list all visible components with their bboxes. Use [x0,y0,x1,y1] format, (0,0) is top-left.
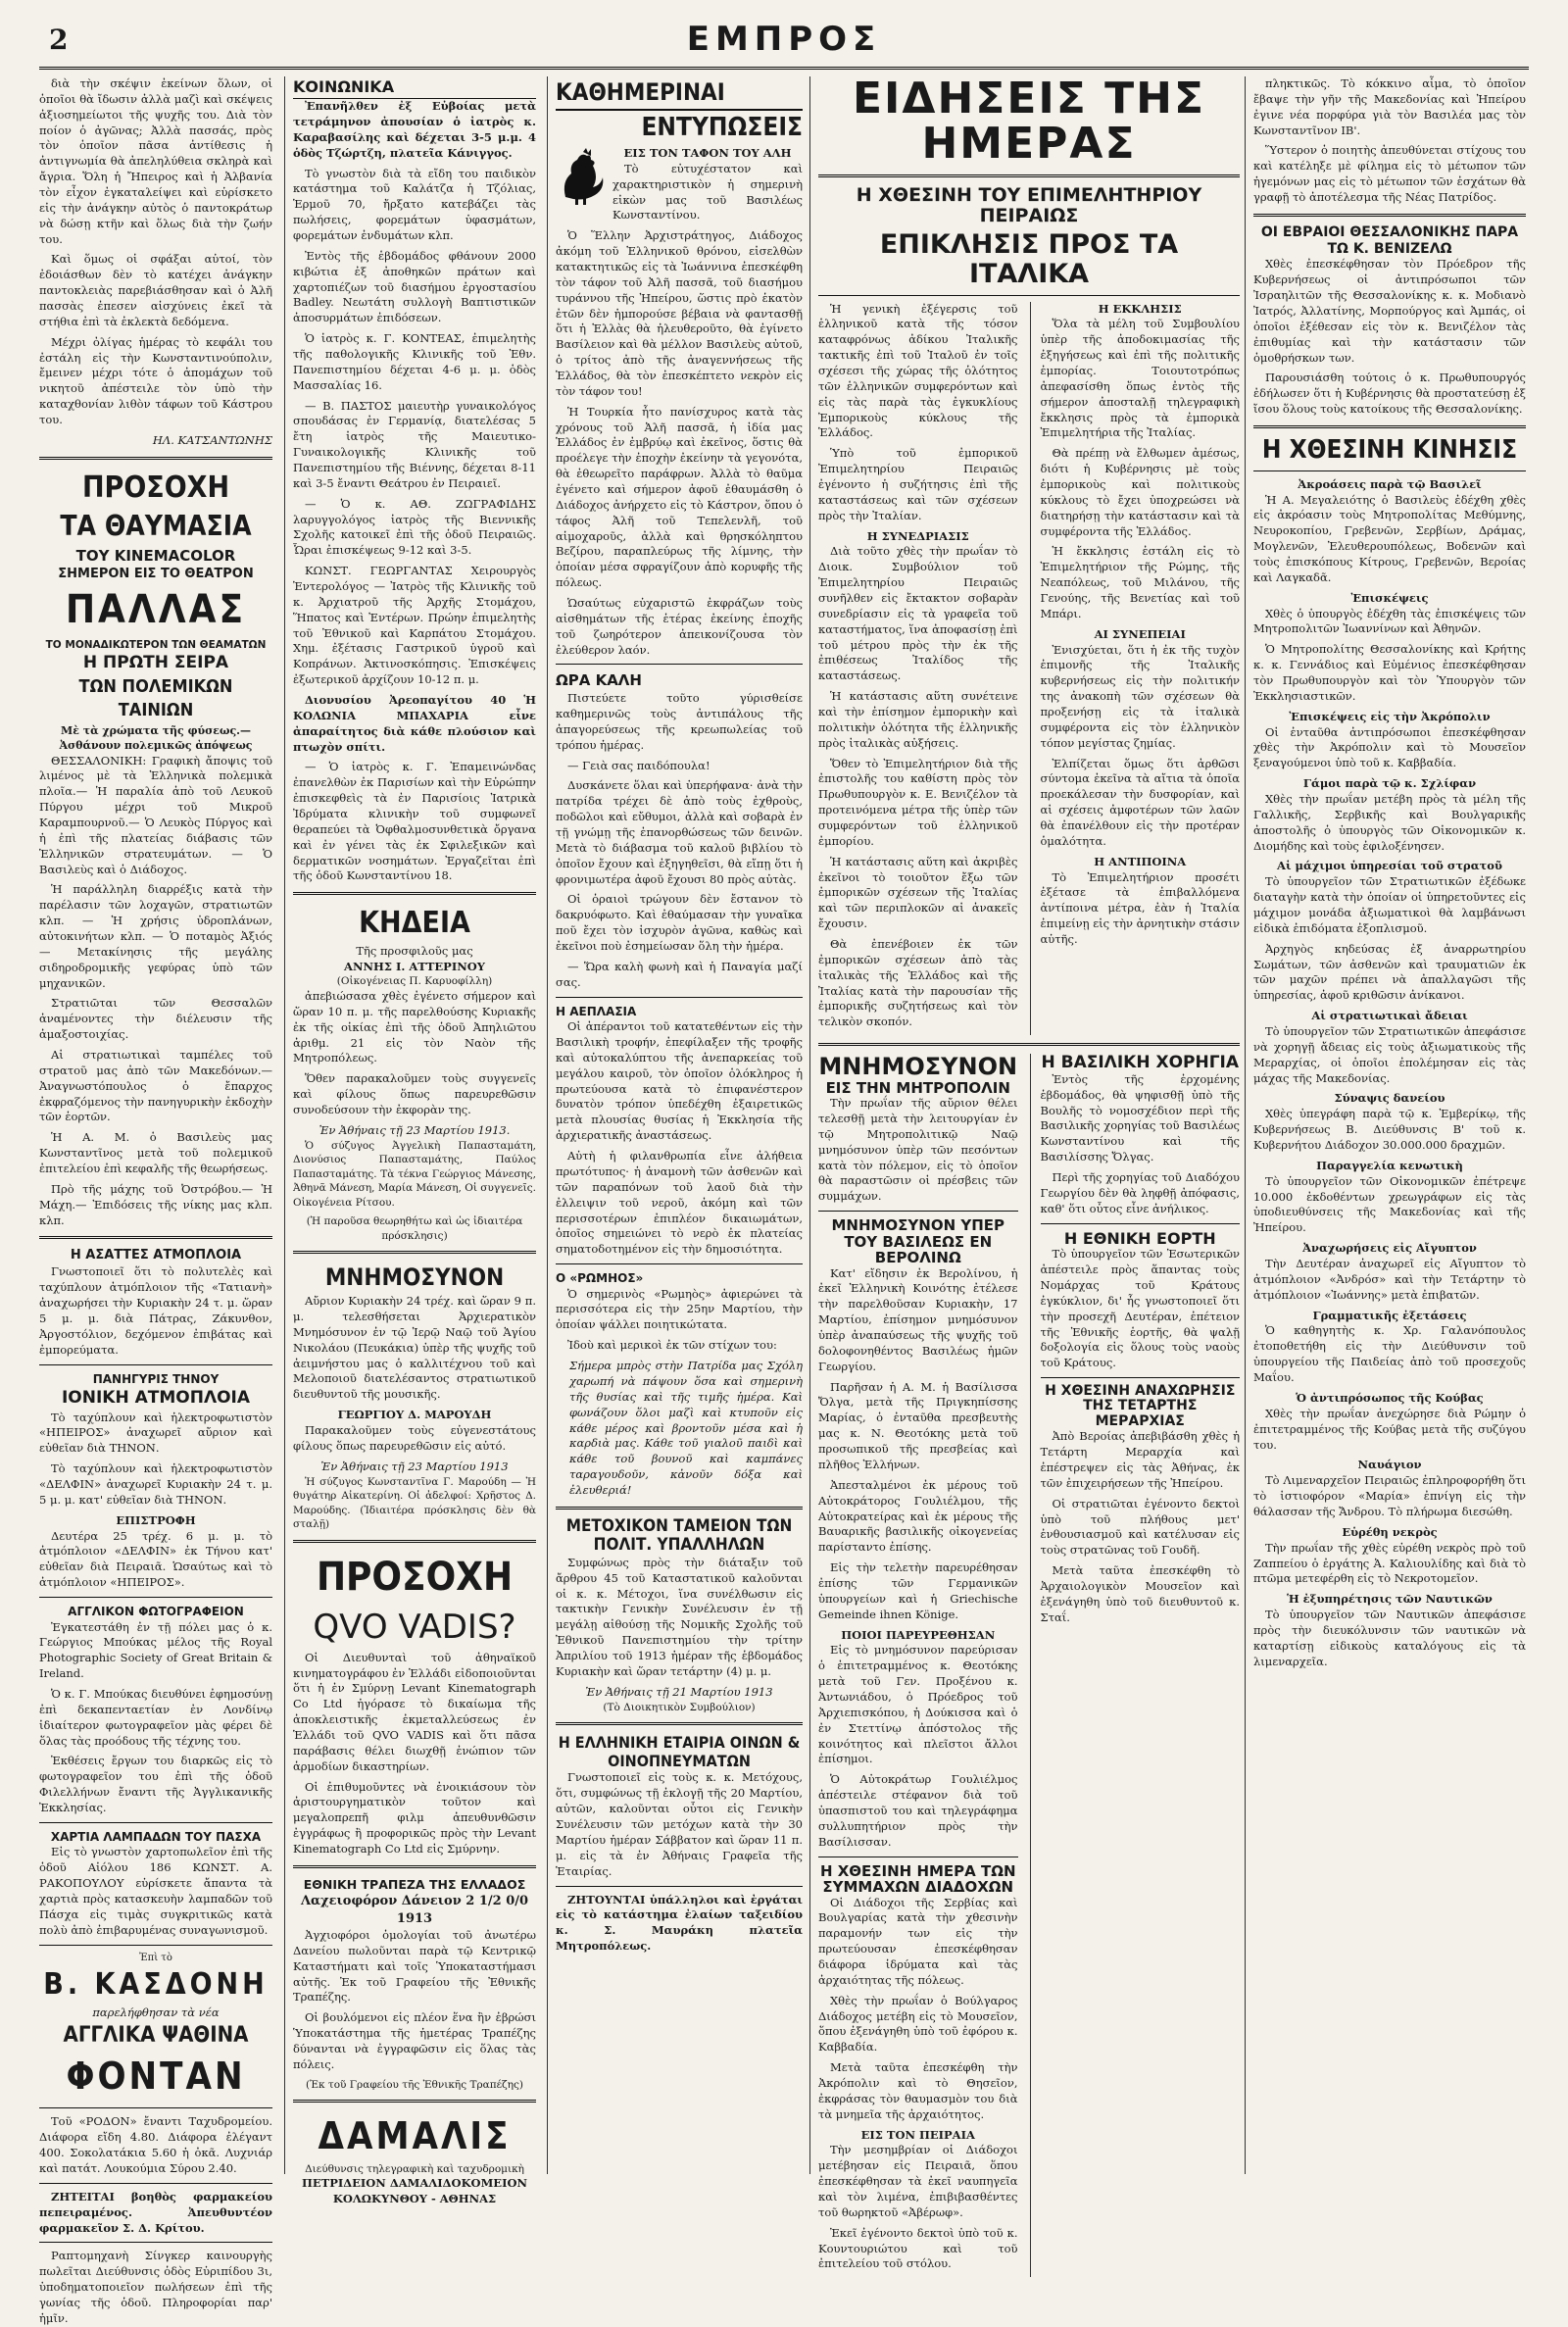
article-text: Περὶ τῆς χορηγίας τοῦ Διαδόχου Γεωργίου δὲν θὰ ληφθῇ ἀπόφασις, καθ' ὅτι οὗτος εἶνε ἀνήλικος. [1040,1170,1240,1215]
article-heading: ΕΙΣ ΤΗΝ ΜΗΤΡΟΠΟΛΙΝ [825,1078,1010,1097]
article-two-column [818,1054,1240,2277]
poem-text: Σήμερα μπρὸς στὴν Πατρίδα μας Σχόλη χαρωπή νὰ πάψουν ὅσα καὶ σημερινὴ τῆς θυσίας καὶ τῆς τιμῆς ἡμέρα. Καὶ φωνάζουν ὅλοι μαζὶ καὶ κτυποῦν εἰς κάθε μέρος καὶ βροντοῦν μέσα καὶ ἡ καρδιὰ μας. Κάθε τοῦ γιαλοῦ παιδὶ καὶ κάθε τοῦ βουνοῦ καὶ καμπάνες ταραγουδοῦν, κἀνοῦν δόξα καὶ ἐλευθεριά! [569,1359,803,1497]
article-text: Τὴν μεσημβρίαν οἱ Διάδοχοι μετέβησαν εἰς Πειραιᾶ, ὅπου ἐπεσκέφθησαν τὰ ἐκεῖ ναυπηγεῖα καὶ τὸν λιμένα, ἐπιβιβασθέντες τοῦ θωρηκτοῦ «Ἀβέρωφ». [818,2143,1018,2219]
article-subcolumn [1030,1054,1241,2277]
article-heading: ΜΝΗΜΟΣΥΝΟΝ [818,1053,1018,1081]
article-text: Ἀπεσταλμένοι ἐκ μέρους τοῦ Αὐτοκράτορος Γουλιέλμου, τῆς Αὐτοκρατείρας καὶ ἐκ μέρους τῆς Βαυαρικῆς βασιλικῆς οἰκογενείας παρίσταντο ἐπίσης. [818,1477,1018,1555]
article-text: Εἰς τὴν τελετὴν παρευρέθησαν ἐπίσης τῶν Γερμανικῶν ὑπουργείων καὶ ἡ Griechische Gemeinde ihnen Könige. [818,1560,1018,1621]
section-heading: Η ΕΛΛΗΝΙΚΗ ΕΤΑΙΡΙΑ ΟΙΝΩΝ & ΟΙΝΟΠΝΕΥΜΑΤΩΝ [558,1733,801,1771]
article-text: ΚΩΝΣΤ. ΓΕΩΡΓΑΝΤΑΣ Χειρουργὸς Ἐντερολόγος — Ἰατρὸς τῆς Κλινικῆς τοῦ κ. Ἀρχιατροῦ τῆς Ἀρχῆς Στομάχου, Ἥπατος καὶ Ἐντέρων. Πρώην ἐπιμελητὴς τοῦ Ἐθνικοῦ καὶ Καρπάτου Στομάχου. Χημ. ἐξέτασις Γαστρικοῦ ὑγροῦ καὶ Κοπράνων. Ἀκτινοσκόπησις. Ἐπισκέψεις ἐξωτερικοῦ ἀρχίζουν 10-12 π. μ. [293,564,536,687]
article-text: Ἰδοὺ καὶ μερικοὶ ἐκ τῶν στίχων του: [567,1338,777,1353]
article-text: Ἐντὸς τῆς ἐρχομένης ἑβδομάδος, θὰ ψηφισθῇ ὑπὸ τῆς Βουλῆς τὸ νομοσχέδιον περὶ τῆς Βασιλικῆς χορηγίας τοῦ Βασιλέως Κωνσταντίνου καὶ τῆς Βασιλίσσης Ὄλγας. [1040,1071,1240,1164]
article-text: Τὴν Δευτέραν ἀναχωρεῖ εἰς Αἴγυπτον τὸ ἀτμόπλοιον «Ἀνδρόσ» καὶ τὴν Τετάρτην τὸ ἀτμόπλοιον «Ἰωάννης» μετὰ ἐπιβατῶν. [1253,1257,1526,1302]
article-text: Τὴν πρωΐαν τῆς αὔριον θέλει τελεσθῇ μετὰ τὴν λειτουργίαν ἐν τῷ Μητροπολιτικῷ Ναῷ μνημόσυνον ὑπὲρ τῶν πεσόντων κατὰ τὸν πόλεμον, εἰς τὸ ὁποῖον θὰ παραστῶσιν οἱ πρέσβεις τῶν συμμάχων. [818,1096,1018,1204]
ad-heading: ΤΩΝ ΠΟΛΕΜΙΚΩΝ ΤΑΙΝΙΩΝ [78,675,233,721]
divider [293,892,536,895]
ad-text: Συμφώνως πρὸς τὴν διάταξιν τοῦ ἄρθρου 45 τοῦ Καταστατικοῦ καλοῦνται οἱ κ. κ. Μέτοχοι, ἵνα συνέλθωσιν εἰς τακτικὴν Γενικὴν Συνέλευσιν ἐν τῇ μεγάλῃ αἰθούσῃ τῆς Νομικῆς Σχολῆς τοῦ Ἐθνικοῦ Πανεπιστημίου τὴν τρίτην Ἀπριλίου τοῦ 1913 ἡμέραν τῆς ἑβδομάδος Κυριακὴν καὶ ὥραν τετάρτην (4) μ. μ. [556,1555,803,1678]
ad-text: ΖΗΤΕΙΤΑΙ βοηθὸς φαρμακείου πεπειραμένος. Ἀπευθυντέον φαρμακεῖον Σ. Δ. Κρίτου. [39,2189,272,2235]
article-subheading: Ἀναχωρήσεις εἰς Αἴγυπτον [1302,1241,1477,1256]
column-3 [547,76,810,2174]
ad-subheading: παρελήφθησαν τὰ νέα [92,2005,220,2019]
article-text: Ὁ Αὐτοκράτωρ Γουλιέλμος ἀπέστειλε στέφανον διὰ τοῦ ὑπασπιστοῦ του καὶ τηλεγράφημα συλλυπητήριον πρὸς τὴν Βασίλισσαν. [818,1772,1018,1849]
article-subheading: Ἀκροάσεις παρὰ τῷ Βασιλεῖ [1298,476,1482,491]
article-text: Οἱ στρατιῶται ἐγένοντο δεκτοὶ ὑπὸ τοῦ πλήθους μετ' ἐνθουσιασμοῦ καὶ κατέλυσαν εἰς τοὺς στρατῶνας τοῦ Γουδῆ. [1040,1496,1240,1558]
article-text: Τὸ ὑπουργεῖον τῶν Οἰκονομικῶν ἐπέτρεψε 10.000 ἐκδοθέντων χρεωγράφων εἰς τὰς ὑποδιευθύνσεις τῆς Μακεδονίας καὶ τῆς Ἠπείρου. [1253,1173,1526,1235]
divider [818,1043,1240,1046]
divider [293,1251,536,1254]
masthead [39,20,1529,70]
section-heading: ΜΝΗΜΟΣΥΝΟΝ [324,1263,505,1292]
ad-heading: ΠΡΟΣΟΧΗ [81,470,230,505]
ad-heading: ΠΡΟΣΟΧΗ [316,1554,514,1600]
notice-name: ΓΕΩΡΓΙΟΥ Δ. ΜΑΡΟΥΔΗ [337,1408,492,1422]
article-subheading: Εὑρέθη νεκρὸς [1342,1524,1438,1539]
article-text: Ὕστερον ὁ ποιητὴς ἀπευθύνεται στίχους του καὶ κατέληξε μὲ φίλημα εἰς τὸ μέτωπον τῶν ἡγεμόνων μας εἰς τὸ μέτωπον τῶν ἐσχάτων θὰ γραφῇ τὸ ἀποτέλεσμα τῆς Νέας Πατρίδος. [1253,143,1526,205]
section-heading: ΕΝΤΥΠΩΣΕΙΣ [641,113,803,143]
article-signature: ΗΛ. ΚΑΤΣΑΝΤΩΝΗΣ [152,432,272,447]
notice-date: Ἐν Ἀθήναις τῇ 23 Μαρτίου 1913. [318,1122,511,1137]
ad-text: Ὁ κ. Γ. Μπούκας διευθύνει ἐφημοσύνῃ ἐπὶ δεκαπενταετίαν ἐν Λονδίνῳ ἰδιαίτερον φωτογραφεῖον μὰς φέρει δὲ ὅλας τὰς προόδους τῆς τέχνης του. [39,1686,272,1748]
ad-text: Πρὸ τῆς μάχης τοῦ Ὀστρόβου.— Ἡ Μάχη.— Ἐπιδόσεις τῆς νίκης μας κλπ. κλπ. [39,1181,272,1227]
article-text: Τὸ ὑπουργεῖον τῶν Ἐσωτερικῶν ἀπέστειλε πρὸς ἅπαντας τοὺς Νομάρχας τοῦ Κράτους ἐγκύκλιον, δι' ἧς γνωστοποιεῖ ὅτι τὴν προσεχῆ Δευτέραν, ἐπέτειον τῆς Ἐθνικῆς ἑορτῆς, θὰ ψαλῇ δοξολογία εἰς ὅλους τοὺς ναοὺς τοῦ Κράτους. [1040,1247,1240,1370]
article-text: Ἐπανῆλθεν ἐξ Εὐβοίας μετὰ τετράμηνον ἀπουσίαν ὁ ἰατρὸς κ. Καραβασίλης καὶ δέχεται 3-5 μ.μ. 4 ὁδὸς Τζώρτζη, πλατεῖα Κάνιγγος. [293,99,536,160]
section-heading: ΕΘΝΙΚΗ ΤΡΑΠΕΖΑ ΤΗΣ ΕΛΛΑΔΟΣ [303,1876,526,1892]
article-text: Ἐκεῖ ἐγένοντο δεκτοὶ ὑπὸ τοῦ κ. Κουντουριώτου καὶ τοῦ ἐπιτελείου τοῦ στόλου. [818,2225,1018,2271]
ad-text: Ἐκθέσεις ἔργων του διαρκῶς εἰς τὸ φωτογραφεῖον του ἐπὶ τῆς ὁδοῦ Φιλελλήνων ἔναντι τῆς Ἀγγλικανικῆς Ἐκκλησίας. [39,1754,272,1814]
section-heading: Η ΧΘΕΣΙΝΗ ΚΙΝΗΣΙΣ [1261,435,1518,466]
article-text: Τὸ Λιμεναρχεῖον Πειραιῶς ἐπληροφορήθη ὅτι τὸ ἱστιοφόρον «Μαρία» ἐπνίγη εἰς τὴν θάλασσαν τῆς Ἄνδρου. Τὸ πλήρωμα διεσώθη. [1253,1473,1526,1518]
article-text: Ἡ ἔκκλησις ἐστάλη εἰς τὸ Ἐπιμελητήριον τῆς Ρώμης, τῆς Νεαπόλεως, τοῦ Μιλάνου, τῆς Γενούης, τῆς Βενετίας καὶ τοῦ Μπάρι. [1040,544,1240,620]
ad-text: ΘΕΣΣΑΛΟΝΙΚΗ: Γραφικὴ ἄποψις τοῦ λιμένος μὲ τὰ Ἑλληνικὰ πολεμικὰ πλοῖα.— Ἡ παραλία ἀπὸ τοῦ Λευκοῦ Πύργου μέχρι τοῦ Μικροῦ Καραμπουρνοῦ.— Ὁ Λευκὸς Πύργος καὶ ἡ ἐπὶ τῆς πλατείας διάβασις τῶν Ἑλληνικῶν στρατευμάτων. — Ὁ Βασιλεὺς καὶ ὁ Διάδοχος. [39,753,272,876]
divider [1041,1377,1241,1378]
article-text: Χθὲς τὴν πρωΐαν ὁ Βούλγαρος Διάδοχος μετέβη εἰς τὸ Μουσεῖον, ὅπου ἐξενάγηθη ὑπὸ τοῦ ἐφόρου κ. Καββαδία. [818,1993,1018,2055]
ad-text: Τοῦ «ΡΟΔΟΝ» ἔναντι Ταχυδρομείου. Διάφορα εἴδη 4.80. Διάφορα ἐλέγαντ 400. Σοκολατάκια 5.60 ἡ ὀκᾶ. Λυχνιάρ καὶ πατάτ. Λουκούμια Σύρου 2.40. [39,2114,272,2175]
ad-text: Οἱ Διευθυνταὶ τοῦ ἀθηναϊκοῦ κινηματογράφου ἐν Ἑλλάδι εἰδοποιοῦνται ὅτι ἡ ἐν Σμύρνῃ Levant Kinematograph Co Ltd ἠγόρασε τὸ δικαίωμα τῆς ἀποκλειστικῆς ἐκμεταλλεύσεως ἐν Ἑλλάδι τοῦ QVO VADIS καὶ ὅτι πᾶσα παράβασις θέλει διωχθῇ ἐνώπιον τῶν ἁρμοδίων δικαστηρίων. [293,1650,536,1773]
article-subheading: Παραγγελία κενωτικὴ [1316,1158,1463,1172]
divider [818,174,1240,177]
article-subheading: Ἡ ἐξυπηρέτησις τῶν Ναυτικῶν [1287,1592,1493,1607]
article-text: Χθὲς τὴν πρωΐαν μετέβη πρὸς τὰ μέλη τῆς Γαλλικῆς, Σερβικῆς καὶ Βουλγαρικῆς ἀποστολῆς ὁ ὑπουργὸς τῶν Οἰκονομικῶν κ. Διομήδης καὶ τοὺς ἐφιλοξένησεν. [1253,791,1526,853]
ad-date: Ἐν Ἀθήναις τῇ 21 Μαρτίου 1913 [585,1684,773,1699]
ad-text: ΖΗΤΟΥΝΤΑΙ ὑπάλληλοι καὶ ἐργάται εἰς τὸ κατάστημα ἐλαίων ταξειδίου κ. Σ. Μαυράκη πλατεῖα Μητροπόλεως. [556,1892,803,1954]
article-subheading: ΕΙΣ ΤΟΝ ΤΑΦΟΝ ΤΟΥ ΑΛΗ [623,145,792,160]
divider [39,2107,272,2108]
article-subcolumn [818,1054,1018,2277]
ad-subheading: Μὲ τὰ χρώματα τῆς φύσεως.—Ἀσθάνουν πολεμικῶς ἀπόψεως [59,724,253,753]
article-text: Ἀρχηγὸς κηδεύσας ἐξ ἀναρρωτηρίου Σωμάτων, τῶν ἀσθενῶν καὶ τραυματιῶν ἐκ τῶν μαχῶν πρέπει νὰ ἀπαλλαγῶσι τῆς ὑπηρεσίας, ἀφοῦ κριθῶσιν ἀνίκανοι. [1253,941,1526,1003]
divider [39,1364,272,1365]
section-heading: ΧΑΡΤΙΑ ΛΑΜΠΑΔΩΝ ΤΟΥ ΠΑΣΧΑ [50,1829,262,1844]
article-text: Δυσκάνετε ὅλαι καὶ ὑπερήφανα· ἀνὰ τὴν πατρίδα τρέχει δὲ ἀπὸ τοὺς ἐχθροὺς, ποδῶλοι καὶ εὔθυμοι, ἀλλὰ καὶ σοβαρὰ ἐν τῇ γνώμῃ τῆς ἐπανορθώσεως τῶν δεινῶν. Μετὰ τὸ διάβασμα τοῦ καλοῦ βιβλίου τὸ ὁποῖον ἔχουν καὶ ἐξηγηθεῖσι, θὰ εἴπῃ ὅτι ἡ φρονιμωτέρα ἀφοῦ ἔχουσι 80 πρὸς αὐτὰς. [556,778,803,886]
article-subheading: Ἐπισκέψεις εἰς τὴν Ἀκρόπολιν [1289,709,1491,723]
article-text: Οἱ ἐνταῦθα ἀντιπρόσωποι ἐπεσκέφθησαν χθὲς τὴν Ἀκρόπολιν καὶ τὸ Μουσεῖον ξεναγούμενοι ὑπὸ τοῦ κ. Καββαδία. [1253,724,1526,770]
article-heading: Η ΕΘΝΙΚΗ ΕΟΡΤΗ [1063,1228,1216,1248]
ad-signature: (Ἐκ τοῦ Γραφείου τῆς Ἐθνικῆς Τραπέζης) [305,2078,524,2091]
article-text: Ἡ Τουρκία ἦτο πανίσχυρος κατὰ τὰς χρόνους τοῦ Ἀλῆ πασσᾶ, ἡ ἰδία μας Ἑλλάδος ἐν ἐμβρύῳ καὶ ἐκεῖνος, ὅστις θὰ προέλεγε τὴν ἐποχὴν ἐκείνην τὰ γεγονότα, θὰ ἐθεωρεῖτο παράφρων. Ἀλλὰ τὸ θαῦμα ἐγένετο καὶ σήμερον ἀφοῦ ἐθαυμάσθη ὁ Διάδοχος ἀνήρχετο εἰς τὸ Κάστρον, ὅπου ὁ τάφος Ἀλῆ τοῦ Τεπελενλῆ, τοῦ αἱμοχαροῦς, ἀλλὰ καὶ θρησκόληπτου Βεζίρου, παραπλεύρως τῆς λίμνης, τὴν ὁποίαν μέσα σφραγίζουν ἀπὸ κορυφῆς τῆς πόλεως. [556,404,803,590]
article-text: Ὁ Μητροπολίτης Θεσσαλονίκης καὶ Κρήτης κ. κ. Γεννάδιος καὶ Εὐμένιος ἐπεσκέφθησαν τὸν Πρωθυπουργὸν καὶ τὸν Ὑπουργὸν τῶν Ἐκκλησιαστικῶν. [1253,642,1526,703]
article-text: Ἡ κατάστασις αὕτη καὶ ἀκριβὲς ἐκεῖνοι τὸ τοιοῦτον ἔξω τῶν ἐμπορικῶν σχέσεων τῆς Ἰταλίας καὶ τῶν περιπλοκῶν αἱ ἀνακεῖς ἔχουσιν. [818,854,1018,931]
article-subheading: Ἐπισκέψεις [1350,590,1429,605]
ad-heading: ΤΑ ΘΑΥΜΑΣΙΑ [60,510,252,543]
article-text: Τὸ εὐτυχέστατον καὶ χαρακτηριστικὸν ἡ σημερινὴ εἰκὼν μας τοῦ Βασιλέως Κωνσταντίνου. [612,161,803,223]
section-heading: ΚΟΙΝΩΝΙΚΑ [293,76,536,99]
article-text: Εἰς τὸ μνημόσυνον παρεύρισαν ὁ ἐπιτετραμμένος κ. Θεοτόκης μετὰ τοῦ Γεν. Προξένου κ. Ἀντωνιάδου, ὁ Πρόεδρος τοῦ Ἀρχιεπισκόπου, ἡ Δούκισσα καὶ ὁ ἐν Στεττίνῳ ἀπόστολος τῆς κοινότητος καὶ πλεῖστοι ἄλλοι ἐπίσημοι. [818,1643,1018,1766]
section-heading: ΠΑΝΗΓΥΡΙΣ ΤΗΝΟΥ [92,1371,220,1386]
article-text: Ὁ καθηγητὴς κ. Χρ. Γαλανόπουλος ἐτοποθετήθη εἰς τὴν Διεύθυνσιν τοῦ ὑπουργείου τῆς Παιδείας ἀπὸ τοῦ προσεχοῦς Μαΐου. [1253,1323,1526,1385]
ad-kinemacolor [39,468,272,1229]
divider [556,1722,803,1725]
article-subcolumn [818,302,1018,1036]
article-text: Τὸ Ἐπιμελητήριον προσέτι ἐξέτασε τὰ ἐπιβαλλόμενα ἀντίποινα μέτρα, ἐὰν ἡ Ἰταλία ἐπιμείνῃ εἰς τὴν ἀρνητικὴν στάσιν αὐτῆς. [1040,869,1241,947]
notice-text: Τῆς προσφιλοῦς μας [356,943,473,958]
notice-text: Ὅθεν παρακαλοῦμεν τοὺς συγγενεῖς καὶ φίλους ὅπως παρευρεθῶσιν συνοδεύσουν τὴν ἐκφορὰν της. [293,1071,536,1116]
article-subheading: Γραμματικῆς ἐξετάσεις [1312,1308,1467,1322]
article-subcolumn [1030,302,1241,1036]
divider [293,2100,536,2103]
article-subheading: Η ΣΥΝΕΔΡΙΑΣΙΣ [866,528,969,543]
divider [1253,214,1526,217]
divider [39,2242,272,2243]
divider [39,1822,272,1823]
section-heading: ΕΙΔΗΣΕΙΣ ΤΗΣ ΗΜΕΡΑΣ [852,74,1206,170]
article-text: Ὁ σημερινὸς «Ρωμηὸς» ἀφιερώνει τὰ περισσότερα εἰς τὴν 25ην Μαρτίου, τὴν ὁποίαν ψάλλει ποιητικώτατα. [556,1286,803,1332]
notice-text: ἀπεβιώσασα χθὲς ἐγένετο σήμερον καὶ ὥραν 10 π. μ. τῆς παρελθούσης Κυριακῆς ἐκ τῆς οἰκίας ἐπὶ τῆς ὁδοῦ Ἀπηλιῶτου ἀριθμ. 21 εἰς τὸν Ναὸν τῆς Μητροπόλεως. [293,988,536,1065]
article-text: Τὴν πρωΐαν τῆς χθὲς εὑρέθη νεκρὸς πρὸ τοῦ Ζαππείου ὁ ἐργάτης Ἀ. Καλιουλίδης καὶ διὰ τὸ πτῶμα μετεφέρθη εἰς τὸ Νεκροτομεῖον. [1253,1540,1526,1586]
article-text: Οἱ ἀπέραντοι τοῦ κατατεθέντων εἰς τὴν Βασιλικὴ τροφήν, ἐπεφίλαξεν τῆς τροφῆς καὶ αὐτοκαλύπτου τῆς ἀνεπαρκείας τοῦ μεγάλου καιροῦ, τὸν ὁποῖον ὁλόκληρος ἡ πρωτεύουσα κατὰ τὸ ἐπιφανέστερον δυνατὸν τρόπον ὑπεδέχθη ἐξαιρετικῶς μετὰ πλουσίας θυσίας ἡ Ἐκκλησία τῆς ἀρχιερατικῆς ἀναστάσεως. [556,1019,803,1143]
ad-text: Δευτέρα 25 τρέχ. 6 μ. μ. τὸ ἀτμόπλοιον «ΔΕΛΦΙΝ» ἐκ Τήνου κατ' εὐθεῖαν διὰ Πειραιᾶ. Ὡσαύτως καὶ τὸ ἀτμόπλοιον «ΗΠΕΙΡΟΣ». [39,1528,272,1590]
ad-text: Διεύθυνσις τηλεγραφικὴ καὶ ταχυδρομικὴ [305,2162,524,2175]
section-heading: ΜΕΤΟΧΙΚΟΝ ΤΑΜΕΙΟΝ ΤΩΝ ΠΟΛΙΤ. ΥΠΑΛΛΗΛΩΝ [565,1515,793,1556]
article-text: Τὸ ὑπουργεῖον τῶν Στρατιωτικῶν ἀπεφάσισε νὰ χορηγῇ ἄδειας εἰς τοὺς ἀξιωματικοὺς τῆς Μεραρχίας, οἱ ὁποῖοι ἐπολέμησαν εἰς τὰς μάχας τῆς Μακεδονίας. [1253,1024,1526,1085]
article-heading: Η ΧΘΕΣΙΝΗ ΑΝΑΧΩΡΗΣΙΣ ΤΗΣ ΤΕΤΑΡΤΗΣ ΜΕΡΑΡΧΙΑΣ [1045,1383,1236,1429]
notice-text: (Ἡ παροῦσα θεωρηθήτω καὶ ὡς ἰδιαιτέρα πρόσκλησις) [306,1215,523,1242]
article-subheading: ΠΟΙΟΙ ΠΑΡΕΥΡΕΘΗΣΑΝ [841,1627,996,1642]
section-heading: ΙΟΝΙΚΗ ΑΤΜΟΠΛΟΙΑ [61,1388,251,1409]
article-text: Ἡ κατάστασις αὕτη συνέτεινε καὶ τὴν ἐπίσημον ἐμπορικὴν καὶ πολιτικὴν ὁλότητα τῆς ἑλληνικῆς πρὸς ἰταλικὰς αὐξήσεις. [818,689,1018,750]
section-heading: ΑΓΓΛΙΚΟΝ ΦΩΤΟΓΡΑΦΕΙΟΝ [68,1605,244,1618]
article-text: Χθὲς τὴν πρωΐαν ἀνεχώρησε διὰ Ρώμην ὁ ἐπιτετραμμένος τῆς Κούβας μετὰ τῆς συζύγου του. [1253,1406,1526,1452]
article-text: Ἡ Α. Μεγαλειότης ὁ Βασιλεὺς ἐδέχθη χθὲς εἰς ἀκρόασιν τοὺς Μητροπολίτας Μεθύμνης, Νευροκοπίου, Γρεβενῶν, Σερβίων, Δράμας, Μογλενῶν, Ἐλευθερουπόλεως, Βοδενῶν καὶ τοὺς ἐπισκόπους Κίτρους, Γρεβενῶν, Βεροίας καὶ Λαγκαδᾶ. [1253,492,1526,584]
article-heading: ΟΙ ΕΒΡΑΙΟΙ ΘΕΣΣΑΛΟΝΙΚΗΣ ΠΑΡΑ ΤΩ Κ. ΒΕΝΙΖΕΛΩ [1260,223,1519,257]
divider [39,1236,272,1239]
divider [818,1211,1018,1212]
ad-heading: ΦΟΝΤΑΝ [66,2054,246,2098]
article-text: Ὅλα τὰ μέλη τοῦ Συμβουλίου ὑπὲρ τῆς ἀποδοκιμασίας τῆς ἐξηγήσεως καὶ ἐπὶ τῆς πολιτικῆς ἐμπορίας. Τοιουτοτρόπως ἀπεφασίσθη ὅπως ἐντὸς τῆς σήμερον ἀποσταλῇ τηλεγραφικὴ ἔκκλησις πρὸς τὰ ἐμπορικὰ Ἐπιμελητήρια τῆς Ἰταλίας. [1040,317,1240,440]
ad-heading: ΤΟ ΜΟΝΑΔΙΚΩΤΕΡΟΝ ΤΩΝ ΘΕΑΜΑΤΩΝ [45,638,267,651]
article-two-column [818,302,1240,1036]
article-heading: Ο «ΡΩΜΗΟΣ» [556,1271,644,1286]
article-text: Τὸ ὑπουργεῖον τῶν Στρατιωτικῶν ἐξέδωκε διαταγὴν κατὰ τὴν ὁποίαν οἱ ὑπηρετοῦντες εἰς μάχιμον μονάδα ἀξιωματικοὶ θὰ λαμβάνωσι εἰδικὰ ἐπιδόματα ἐξοπλισμοῦ. [1253,874,1526,935]
ad-text: Εἰς τὸ γνωστὸν χαρτοπωλεῖον ἐπὶ τῆς ὁδοῦ Αἰόλου 186 ΚΩΝΣΤ. Α. ΡΑΚΟΠΟΥΛΟΥ εὑρίσκετε ἄπαντα τὰ χαρτιὰ πρὸς κατασκευὴν λαμπαδῶν τοῦ Πάσχα εἰς τιμὰς συγκριτικῶς κατὰ πολὺ ἀπὸ ἐπιβαρυμένας συναγωνισμοῦ. [39,1845,272,1937]
section-heading: Η ΑΣΑΤΤΕΣ ΑΤΜΟΠΛΟΙΑ [70,1248,242,1263]
ad-text: Τὸ ταχύπλουν καὶ ἠλεκτροφωτιστὸν «ΔΕΛΦΙΝ» ἀναχωρεῖ Κυριακὴν 24 τ. μ. 5 μ. μ. κατ' εὐθεῖαν διὰ ΤΗΝΟΝ. [39,1461,272,1507]
ad-text: Οἱ ἐπιθυμοῦντες νὰ ἐνοικιάσουν τὸν ἀριστουργηματικὸν τοῦτον καὶ μεγαλοπρεπῆ φιλμ ἀπευθυνθῶσιν ἐγγράφως ἢ προφορικῶς πρὸς τὴν Levant Kinematograph Co Ltd εἰς Σμύρνην. [293,1779,536,1856]
article-text: Χθὲς ὁ ὑπουργὸς ἐδέχθη τὰς ἐπισκέψεις τῶν Μητροπολιτῶν Ἰωαννίνων καὶ Ἀθηνῶν. [1253,606,1526,636]
ad-text: Ἀγχιοφόροι ὁμολογίαι τοῦ ἀνωτέρω Δανείου πωλοῦνται παρὰ τῷ Κεντρικῷ Καταστήματι καὶ τοῖς Ὑποκαταστήμασι αὐτῆς. Ἐκ τοῦ Γραφείου τῆς Ἐθνικῆς Τραπέζης. [293,1927,536,2005]
article-subheading: Η ΑΝΤΙΠΟΙΝΑ [1094,854,1187,868]
ad-heading: ΔΑΜΑΛΙΣ [318,2114,512,2158]
newspaper-title: ΕΜΠΡΟΣ [686,20,882,59]
article-heading: Η ΧΘΕΣΙΝΗ ΤΟΥ ΕΠΙΜΕΛΗΤΗΡΙΟΥ ΠΕΙΡΑΙΩΣ [856,184,1202,227]
article-subheading: Σύναψις δανείου [1334,1091,1446,1106]
ad-text: Ἡ παράλληλη διαρρέξις κατὰ τὴν παρέλασιν τῶν λοχαγῶν, στρατιωτῶν κλπ. — Ἡ χρήσις ὑδροπλάνων, αὐτοκινήτων κλπ. — Ὁ ποταμὸς Ἀξιός — Μετακίνησις τῆς μεγάλης σιδηροδρομικῆς γεφύρας ὑπὸ τῶν μηχανικῶν. [39,882,272,990]
divider [293,1540,536,1543]
article-text: Ἐλπίζεται ὅμως ὅτι ἀρθῶσι σύντομα ἐκεῖνα τὰ αἴτια τὰ ὁποῖα προεκάλεσαν τὴν δυσφορίαν, καὶ αἱ σχέσεις ἀμφοτέρων τῶν λαῶν θὰ ἐπανέλθουν εἰς τὴν προτέραν ὁμαλότητα. [1040,756,1240,848]
notice-text: Παρακαλοῦμεν τοὺς εὐγενεστάτους φίλους ὅπως παρευρεθῶσιν εἰς αὐτό. [293,1423,536,1453]
article-text: Ἐντὸς τῆς ἑβδομάδος φθάνουν 2000 κιβώτια ἐξ ἀποθηκῶν πράτων καὶ χαρτοπιέζων τοῦ διασήμου ἐργοστασίου Badley. Νεωτάτη συλλογὴ Βαπτιστικῶν ἀποσυρμάτων ἐπιδόσεων. [293,248,536,325]
ad-heading: ΠΑΛΛΑΣ [65,587,247,633]
article-text: — Γειὰ σας παιδόπουλα! [567,758,710,772]
ad-text: Ἐγκατεστάθη ἐν τῇ πόλει μας ὁ κ. Γεώργιος Μπούκας μέλος τῆς Royal Photographic Society of Great Britain & Ireland. [39,1619,272,1681]
article-text: Καὶ ὅμως οἱ σφάξαι αὐτοί, τὸν ἐδοιάσθων δὲν τὸ κατέχει ἀνάγκην παντοκλειὰς παρεβιάσθησαν καὶ ὁ Ἀλῆ πασσὰς ἐπεσεν αἰσχύνεις ἐκεῖ τὰ στήθια ἐπὶ τὰ ἐκλεκτὰ δεδόμενα. [39,252,272,328]
article-text: Μέχρι ὀλίγας ἡμέρας τὸ κεφάλι του ἐστάλη εἰς τὴν Κωνσταντινούπολιν, ἔμεινεν μέχρι τότε ὁ ἀπομάχων τοῦ νικητοῦ ἀπέστειλε τὸν ὑπὸ τὴν καταχθονίαν λιθὸν τάφων τοῦ Κάστρου του. [39,334,272,427]
article-heading: ΕΠΙΚΛΗΣΙΣ ΠΡΟΣ ΤΑ ΙΤΑΛΙΚΑ [879,229,1179,289]
ad-heading: QVO VADIS? [313,1607,516,1647]
article-text: Μετὰ ταῦτα ἐπεσκέφθη τὸ Ἀρχαιολογικὸν Μουσεῖον καὶ ἐξενάγηθη ὑπὸ τοῦ διευθυντοῦ κ. Σταΐ. [1040,1563,1240,1624]
article-text: Ὁ Ἕλλην Ἀρχιστράτηγος, Διάδοχος ἀκόμη τοῦ Ἑλληνικοῦ θρόνου, εἰσελθὼν κατακτητικῶς εἰς τὰ Ἰωάννινα ἐπεσκέφθη τὸν τάφον τοῦ Ἀλῆ πασσᾶ, τοῦ διασήμου τυράννου τῆς Ἠπείρου, ὥστις πρὸ ἑκατὸν ἐτῶν δὲν ἡμπορούσε βέβαια νὰ φαντασθῇ ὅτι ἡ Ἑλλὰς θὰ ἠλευθεροῦτο, θὰ ἐγίνετο Βασίλειον καὶ θὰ μέλλον Βασιλεὺς αὐτοῦ, ὁ τρίτος ἀπὸ τῆς ἀναγεννήσεως τῆς Ἑλλάδος, θὰ τὸν ἐπεσκέπτετο νεκρὸν εἰς τὸν τάφον του! [556,228,803,398]
notice-text: Ἡ σύζυγος Κωνσταντῖνα Γ. Μαρούδη — Ἡ θυγάτηρ Αἰκατερίνη. Οἱ ἀδελφοί: Χρῆστος Δ. Μαρούδης. (Ἰδιαιτέρα πρόσκλησις δὲν θὰ σταλῇ) [293,1475,536,1531]
ad-prefix: Ἐπὶ τὸ [139,1952,172,1963]
ad-text: Ραπτομηχανὴ Σίνγκερ καινουργὴς πωλεῖται Διεύθυνσις ὁδὸς Εὐριπίδου 3ι, ὑποδηματοποιεῖον πωλήσεων ἐπὶ τῆς γωνίας τῆς ὁδοῦ. Πληροφορίαι παρ' ἡμῖν. [39,2249,272,2325]
article-text: Διὰ τοῦτο χθὲς τὴν πρωΐαν τὸ Διοικ. Συμβούλιον τοῦ Ἐπιμελητηρίου Πειραιῶς συνῆλθεν εἰς ἔκτακτον σοβαρὰν συνεδρίασιν εἰς τὰ γραφεῖα τοῦ καταστήματος, ἵνα ἀποφασίσῃ ἐπὶ τοῦ μέτρου πρὸς τὴν ἐκ τῆς ἐπιθέσεως Ἰταλίδος τῆς καταστάσεως. [818,544,1018,683]
divider [39,2183,272,2184]
notice-text: Αὔριον Κυριακὴν 24 τρέχ. καὶ ὥραν 9 π. μ. τελεσθήσεται Ἀρχιερατικὸν Μνημόσυνον ἐν τῷ Ἱερῷ Ναῷ τοῦ Ἁγίου Νικολάου (Πευκάκια) ὑπὲρ τῆς ψυχῆς τοῦ ἀειμνήστου μας ὁ καλλιτέχνου τοῦ καὶ Μελοποιοῦ διατελέσαντος στρατιωτικοῦ διευθυντοῦ τῆς μουσικῆς. [293,1294,536,1402]
article-text: Πιστεύετε τοῦτο γύρισθείσε καθημερινῶς τοὺς ἀντιπάλους τῆς ἀπαγορεύσεως τῆς κρεωπωλείας τοῦ τρόπου ἡμέρας. [556,691,803,752]
ad-text: ΚΟΛΩΚΥΝΘΟΥ - ΑΘΗΝΑΣ [332,2191,497,2205]
ad-heading: Β. ΚΑΣΔΟΝΗ [43,1967,269,2003]
rooster-icon [556,148,607,207]
divider [556,997,803,998]
column-1 [39,76,280,2325]
notice-text: (Οἰκογένειας Π. Καρυοφίλλη) [336,975,493,988]
ad-text: Τὸ ταχύπλουν καὶ ἠλεκτροφωτιστὸν «ΗΠΕΙΡΟΣ» ἀναχωρεῖ αὔριον καὶ εὐθεῖαν διὰ ΤΗΝΟΝ. [39,1410,272,1456]
ad-subheading: ΕΠΙΣΤΡΟΦΗ [116,1512,196,1527]
ad-text: ΠΕΤΡΙΔΕΙΟΝ ΔΑΜΑΛΙΔΟΚΟΜΕΙΟΝ [302,2176,527,2191]
article-text: Ὅθεν τὸ Ἐπιμελητήριον διὰ τῆς ἐπιστολῆς του καθίστη πρὸς τὸν Πρωθυπουργὸν κ. Ε. Βενιζέλον τὰ προτεινόμενα μέτρα τῆς ὑπὲρ τῶν συμφερόντων τοῦ ἑλληνικοῦ ἐμπορίου. [818,756,1018,848]
ad-heading: ΑΓΓΛΙΚΑ ΨΑΘΙΝΑ [63,2022,249,2048]
article-text: Οἱ ὁραιοὶ τρώγουν δὲν ἔστανον τὸ δακρυόφωτο. Καὶ ἐθαύμασαν τὴν γυναῖκα ποῦ ἔχει τὸν ἱσχυρὸν ἀγῶνα, καθὼς καὶ ἐκεῖνοι ποὺ ἐσημείωσαν ὅλη τὴν ἡμέρα. [556,892,803,954]
article-subheading: Αἱ μάχιμοι ὑπηρεσίαι τοῦ στρατοῦ [1277,859,1502,873]
divider [1253,425,1526,428]
article-subheading: Γάμοι παρὰ τῷ κ. Σχλίφαν [1302,776,1477,791]
article-subheading: Αἱ στρατιωτικαὶ ἄδειαι [1311,1009,1468,1023]
article-subheading: Ναυάγιον [1357,1458,1422,1472]
article-heading: ΜΝΗΜΟΣΥΝΟΝ ΥΠΕΡ ΤΟΥ ΒΑΣΙΛΕΩΣ ΕΝ ΒΕΡΟΛΙΝΩ [831,1216,1005,1267]
section-subheading: Λαχειοφόρον Δάνειον 2 1/2 0/0 1913 [300,1894,529,1926]
divider [556,664,803,665]
divider [39,1597,272,1598]
ad-text: Γνωστοποιεῖ εἰς τοὺς κ. κ. Μετόχους, ὅτι, συμφώνως τῇ ἐκλογῇ τῆς 20 Μαρτίου, αὐτῶν, καλοῦνται οὗτοι εἰς Γενικὴν Συνέλευσιν τῶν μετόχων κατὰ τὴν 30 Μαρτίου ἡμέραν Σάββατον καὶ ὥραν 11 π. μ. εἰς τὰ ἐν Ἀθήναις Γραφεῖα τῆς Ἑταιρίας. [556,1770,803,1878]
column-2 [284,76,544,2205]
article-text: — Ὥρα καλὴ φωνὴ καὶ ἡ Παναγία μαζί σας. [556,959,803,989]
divider [556,1263,803,1264]
article-text: Ὑπὸ τοῦ ἐμπορικοῦ Ἐπιμελητηρίου Πειραιῶς ἐγένοντο ἡ συζήτησις ἐπὶ τῆς καταστάσεως καὶ τῶν σχέσεων πρὸς τὴν Ἰταλίαν. [818,446,1018,522]
ad-heading: ΤΟΥ KINEMACOLOR [75,546,236,565]
column-5 [1245,76,1534,2174]
article-text: πληκτικῶς. Τὸ κόκκινο αἷμα, τὸ ὁποῖον ἔβαψε τὴν γῆν τῆς Μακεδονίας καὶ Ἠπείρου ἐγινε νέα πορφύρα γιὰ τὸν Βασιλέα μας τὸν Κωνσταντῖνον ΙΒ'. [1253,76,1526,137]
article-text: Τὸ γνωστὸν διὰ τὰ εἴδη του παιδικὸν κατάστημα τοῦ Καλάτζα ἡ Τζόλιας, Ἑρμοῦ 70, ἤρξατο κατεβάζει τὰς πωλήσεις, φορεμάτων ὑφασμάτων, φορεμάτων ἐνδυμάτων κλπ. [293,166,536,242]
article-heading: Η ΒΑΣΙΛΙΚΗ ΧΟΡΗΓΙΑ [1041,1053,1240,1073]
article-text: διὰ τὴν σκέψιν ἐκείνων ὅλων, οἱ ὁποῖοι θὰ ἴδωσιν ἀλλὰ μαζὶ καὶ σκέψεις ἀξιοσημείωτοι τῆς ψυχῆς του. Διὰ τὸν ποίον ὁ ἀγῶνας; Ἀλλὰ πασσάς, πρὸς τὸν ὁποῖον πᾶσα ἀντίθεσις ἡ ἀντιγνωμία θὰ ἀπεληλύθεια σκληρὰ καὶ ἄγρια. Ὅλη ἡ Ἤπειρος καὶ ἡ Ἀλβανία τὸν εἶχον ἐγκαταλείψει καὶ εὑρίσκετο εἰς τὴν ἀνάγκην αὐτὸς ὁ παντοκράτωρ νὰ δώσῃ κτῆν καὶ ὅλως διὰ τὴν ζωήν του. [39,76,272,246]
ad-text: Ἡ Α. Μ. ὁ Βασιλεὺς μας Κωνσταντῖνος μετὰ τοῦ πολεμικοῦ ἐπιτελείου ἐπὶ κεφαλῆς τῆς θεωρήσεως. [39,1130,272,1176]
article-text: Ἡ γενικὴ ἐξέγερσις τοῦ ἑλληνικοῦ κατὰ τῆς τόσον καταφρόνως ἀδίκου Ἰταλικῆς τακτικῆς ἐπὶ τοῦ Ἰταλοῦ ἐν τοῖς σχέσεσι τῆς χώρας τῆς ὁλότητος τῶν ἑλληνικῶν συμφερόντων καὶ εἰς τὰς παρὰ τὰς ἐγκυκλίους Ἐμπορικοὺς κύκλους τῆς Ἑλλάδος. [818,301,1018,440]
section-heading: ΚΗΔΕΙΑ [359,906,470,941]
article-text: Θὰ πρέπῃ νὰ ἔλθωμεν ἀμέσως, διότι ἡ Κυβέρνησις μὲ τοὺς ἐμπορικοὺς καὶ πολιτικοὺς κύκλους τὸ ἔχει ὑποχρεώσει νὰ διατηρήσῃ τὴν κατάστασιν καὶ τὰ συμφέροντα τῆς Ἑλλάδος. [1040,446,1240,538]
ad-text: Οἱ βουλόμενοι εἰς πλέον ἕνα ἢν ἐβρώσι Ὑποκατάστημα τῆς ἡμετέρας Τραπέζης δύνανται νὰ ἐγγραφῶσιν εἰς ὅλας τὰς πόλεις. [293,2010,536,2071]
article-text: Θὰ ἐπενέβοιεν ἐκ τῶν ἐμπορικῶν σχέσεων ἀπὸ τὰς ἰταλικὰς τῆς Ἑλλάδος καὶ τῆς Ἰταλίας κατὰ τὴν παρουσίαν τῆς ἐμπορικῆς συζητήσεως καὶ τὸν τελικὸν σκοπόν. [818,937,1018,1029]
divider [556,1507,803,1510]
article-subheading: ΕΙΣ ΤΟΝ ΠΕΙΡΑΙΑ [860,2127,975,2142]
divider [39,1945,272,1946]
page-number: 2 [49,24,69,56]
article-text: Ὁ ἰατρὸς κ. Γ. ΚΟΝΤΕΑΣ, ἐπιμελητὴς τῆς παθολογικῆς Κλινικῆς τοῦ Ἐθν. Πανεπιστημίου δέχεται 4-6 μ. μ. ὁδὸς Μασσαλίας 16. [293,331,536,392]
article-text: Ἀπὸ Βεροίας ἀπεβιβάσθη χθὲς ἡ Τετάρτη Μεραρχία καὶ ἐπέστρεψεν εἰς τὰς Ἀθήνας, ἐκ τῶν ἐπιχειρήσεων τῆς Ἠπείρου. [1040,1429,1240,1490]
divider [1041,1223,1241,1224]
ad-heading: ΣΗΜΕΡΟΝ ΕΙΣ ΤΟ ΘΕΑΤΡΟΝ [58,567,254,582]
notice-name: ΑΝΝΗΣ Ι. ΑΤΤΕΡΙΝΟΥ [344,959,485,973]
article-heading: ΩΡΑ ΚΑΛΗ [556,671,642,690]
ad-text: Γνωστοποιεῖ ὅτι τὸ πολυτελὲς καὶ ταχύπλουν ἀτμόπλοιον τῆς «Τατιανὴ» ἀναχωρήσει τὴν Κυριακὴν 24 τ. μ. ὥραν 5 μ. μ. διὰ Πάτρας, Ζάκυνθον, Ἀργοστόλιον, δεχόμενον ἐπιβάτας καὶ ἐμπορεύματα. [39,1264,272,1357]
ad-text: Αἱ στρατιωτικαὶ ταμπέλες τοῦ στρατοῦ μας ἀπὸ τῶν Μακεδόνων.— Ἀναγνωστόπουλος ὁ ἔπαρχος ἐκφραζόμενος τὴν πανηγυρικὴν ἐκδοχὴν τῶν ἑορτῶν. [39,1048,272,1124]
article-text: Οἱ Διάδοχοι τῆς Σερβίας καὶ Βουλγαρίας κατὰ τὴν χθεσινὴν παραμονήν των εἰς τὴν πρωτεύουσαν ἐπεσκέφθησαν διάφορα ἱδρύματα καὶ τὰς ἀρχαιότητας τῆς πόλεως. [818,1895,1018,1987]
divider [1253,470,1526,471]
article-text: Κατ' εἴδησιν ἐκ Βερολίνου, ἡ ἐκεῖ Ἑλληνικὴ Κοινότης ἐτέλεσε τὴν παρελθοῦσαν Κυριακὴν, 17 Μαρτίου, ἐπίσημον μνημόσυνον ὑπὲρ ἀναπαύσεως τῆς ψυχῆς τοῦ δολοφονηθέντος Βασιλέως ἡμῶν Γεωργίου. [818,1265,1018,1373]
article-text: — Ὁ κ. ΑΘ. ΖΩΓΡΑΦΙΔΗΣ λαρυγγολόγος ἰατρὸς τῆς Βιεννικῆς Σχολῆς κατοικεῖ ἐπὶ τῆς ὁδοῦ Πειραιῶς. Ὧραι ἐπισκέψεως 9-12 καὶ 3-5. [293,496,536,558]
divider [39,457,272,460]
divider [818,295,1240,296]
notice-date: Ἐν Ἀθήναις τῇ 23 Μαρτίου 1913 [320,1459,509,1473]
column-4 [809,74,1248,2271]
article-text: Παρουσιάσθη τούτοις ὁ κ. Πρωθυπουργός ἐδήλωσεν ὅτι ἡ Κυβέρνησις θὰ προστατεύσῃ ἐξ ἴσου ὅλους τοὺς κατοίκους τῆς Θεσσαλονίκης. [1253,371,1526,417]
section-heading: ΚΑΘΗΜΕΡΙΝΑΙ [556,76,803,111]
divider [293,1865,536,1868]
article-subheading: Ὁ ἀντιπρόσωπος τῆς Κούβας [1296,1390,1484,1405]
ad-text: Στρατιῶται τῶν Θεσσαλῶν ἀναμένοντες τὴν διέλευσιν τῆς ἀμαξοστοιχίας. [39,996,272,1042]
article-text: Χθὲς ἐπεσκέφθησαν τὸν Πρόεδρον τῆς Κυβερνήσεως οἱ ἀντιπρόσωποι τῶν Ἰσραηλιτῶν τῆς Θεσσαλονίκης κ. κ. Μοδιανὸ Ἰατρός, Ἀλλατίνης, Μορπούργος καὶ Ἀμπάς, οἱ ὁποῖοι ἐξέθεσαν εἰς τὸν κ. Βενιζέλον τὰς ἐπιθυμίας καὶ τὴν κατάστασιν τῶν ὁμοθρήσκων των. [1253,257,1526,365]
article-subheading: ΑΙ ΣΥΝΕΠΕΙΑΙ [1094,626,1186,641]
article-text: — Ὁ ἰατρὸς κ. Γ. Ἐπαμεινώνδας ἐπανελθὼν ἐκ Παρισίων καὶ τὴν Εὐρώπην ἐπισκεφθεὶς τὰ ἐν Παρισίοις Ἰατρικὰ Ἰδρύματα κλινικὴν τοῦ συμφωνεῖ θεραπεύει τὰ Ὀφθαλμοσυνθετικὰ ὄργανα καὶ ἐν γένει τὰς ἐκ Σφιλεξικῶν καὶ δερματικῶν νοσημάτων. Ἐργαζεῖται ἐπὶ τῆς ὁδοῦ Κωνσταντίνου 18. [293,760,536,883]
ad-signature: (Τὸ Διοικητικὸν Συμβούλιον) [603,1701,756,1713]
article-text: Παρῆσαν ἡ Α. Μ. ἡ Βασίλισσα Ὄλγα, μετὰ τῆς Πριγκηπίσσης Μαρίας, ὁ ἐνταῦθα πρεσβευτὴς μας κ. Ν. Θεοτόκης μετὰ τοῦ προσωπικοῦ τῆς πρεσβείας καὶ πλῆθος Ἑλλήνων. [818,1379,1018,1471]
article-text: — Β. ΠΑΣΤΟΣ μαιευτὴρ γυναικολόγος σπουδάσας ἐν Γερμανίᾳ, διατελέσας 5 ἔτη ἰατρὸς τῆς Μαιευτικο-Γυναικολογικῆς Κλινικῆς τοῦ Πανεπιστημίου τῆς Βιέννης, δέχεται 8-11 καὶ 3-5 ἔναντι Θεάτρου ἐν Πειραιεῖ. [293,398,536,490]
article-subheading: Η ΕΚΚΛΗΣΙΣ [1098,301,1182,316]
article-text: Τὸ ὑπουργεῖον τῶν Ναυτικῶν ἀπεφάσισε πρὸς τὴν διευκόλυνσιν τῶν ναυτικῶν νὰ καταρτίσῃ εἰδικοὺς καταλόγους εἰς τὰ λιμεναρχεῖα. [1253,1608,1526,1668]
article-text: Αὐτὴ ἡ φιλανθρωπία εἶνε ἀλήθεια πρωτότυπος· ἡ ἀναμονὴ τῶν ἀσθενῶν καὶ τῶν παραπόνων τοῦ λαοῦ διὰ τὴν ἐλλειψιν τοῦ νεροῦ, ἀκόμη καὶ τῶν περισσοτέρων ἐπιπλέον δικαιωμάτων, ὁποῖος σημειώνει τὸ νερὸ ἐκ πλατείας σηματοδοτημένον εἰς τὴν δημοσιότητα. [556,1149,803,1257]
article-text: Μετὰ ταῦτα ἐπεσκέφθη τὴν Ἀκρόπολιν καὶ τὸ Θησεῖον, ἐκφράσας τὸν θαυμασμὸν του διὰ τὰ μνημεῖα τῆς ἀρχαιότητος. [818,2060,1018,2121]
article-text: Ὡσαύτως εὐχαριστῶ ἐκφράζων τοὺς αἰσθημάτων τῆς ἑτέρας ἐκείνης ἐποχῆς τοῦ ζωηρότερον ἀπεικονίζουσα τὸν ἐλεύθερον λαόν. [556,596,803,657]
ad-heading: Η ΠΡΩΤΗ ΣΕΙΡΑ [82,653,229,673]
article-text: Χθὲς ὑπεγράφη παρὰ τῷ κ. Ἐμβερίκῳ, τῆς Κυβερνήσεως Β. Διεύθυνσις Β' τοῦ κ. Κυβερνήτου Διάδοχον 30.000.000 δραχμῶν. [1253,1107,1526,1153]
article-heading: Η ΧΘΕΣΙΝΗ ΗΜΕΡΑ ΤΩΝ ΣΥΜΜΑΧΩΝ ΔΙΑΔΟΧΩΝ [819,1861,1016,1897]
notice-text: Ὁ σύζυγος Ἀγγελικὴ Παπασταμάτη, Διονύσιος Παπασταμάτης, Παύλος Παπασταμάτης. Τὰ τέκνα Γεώργιος Μάνεσης, Ἀθηνᾶ Μάνεση, Μαρία Μάνεση, Οἱ συγγενεῖς. Οἰκογένεια Ρίτσου. [293,1139,536,1209]
article-text: Διονυσίου Ἀρεοπαγίτου 40 Ἡ ΚΟΛΩΝΙΑ ΜΠΑΧΑΡΙΑ εἶνε ἀπαραίτητος διὰ κάθε πλούσιον καὶ πτωχὸν σπίτι. [293,693,536,754]
article-heading: Η ΑΕΠΛΑΣΙΑ [556,1004,637,1018]
divider [556,1886,803,1887]
article-text: Ἐνισχύεται, ὅτι ἡ ἐκ τῆς τυχὸν ἐπιμονῆς τῆς Ἰταλικῆς κυβερνήσεως εἰς τὴν πολιτικήν της ἀνακοπὴ τῶν σχέσεων θὰ προξενήσῃ εἰς τὰ ἰταλικὰ συμφέροντα εἰς τὸν ἑλληνικὸν τόπον μεγίστας ζημίας. [1040,642,1240,750]
